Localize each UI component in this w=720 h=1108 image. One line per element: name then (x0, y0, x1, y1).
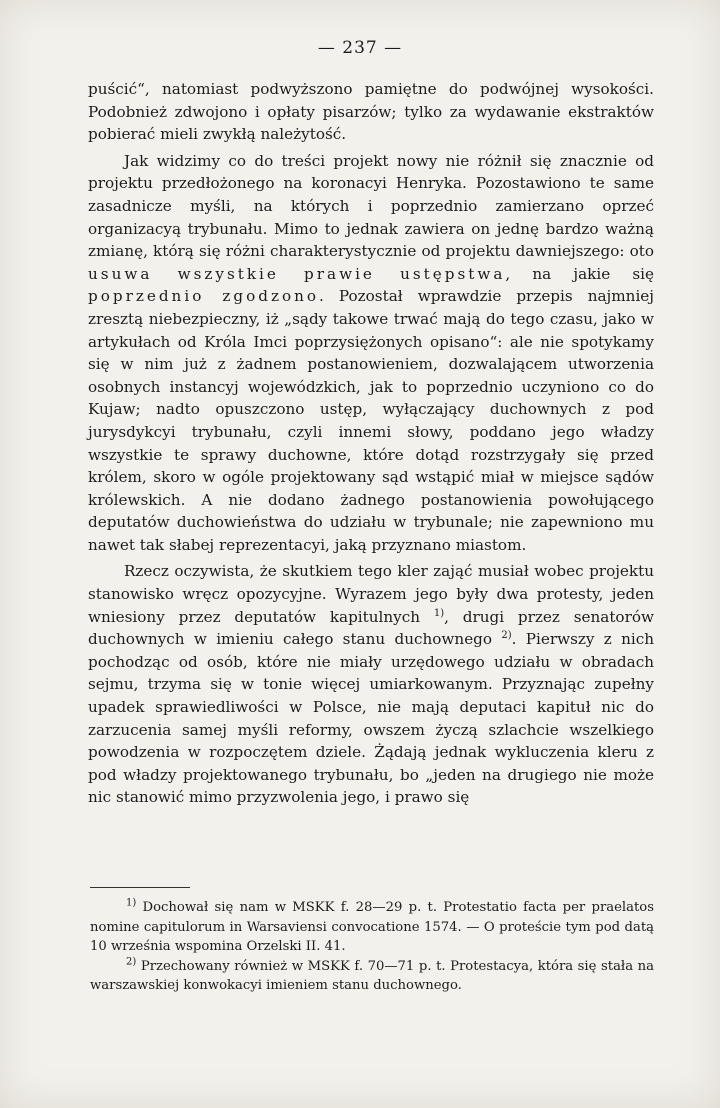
text-run: Przechowany również w MSKK f. 70—71 p. t. Protestacya, która się stała na warszawskiej konwokacyi imieniem stanu duchownego. (90, 958, 654, 993)
paragraph (88, 560, 654, 809)
paragraph (88, 78, 654, 146)
footnote-marker: 1) (126, 897, 137, 909)
footnote (90, 898, 654, 957)
text-run: Rzecz oczywista, że skutkiem tego kler zająć musiał wobec projektu stanowisko wręcz opozycyjne. Wyrazem jego były dwa protesty, jeden wniesiony przez deputatów kapitulnych (88, 562, 654, 626)
page-number: — 237 — (317, 38, 403, 58)
footnote-marker: 2) (126, 956, 137, 968)
text-run: . Pozostał wprawdzie przepis najmniej zresztą niebezpieczny, iż „sądy takowe trwać mają do tego czasu, jako w artykułach od Króla Imci poprzysiężonych opisano“: ale nie spotykamy się w nim już z żadnem postanowieniem, dozwalającem utworzenia osobnych instancyj wojewódzkich, jak to poprzednio uczyniono co do Kujaw; nadto opuszczono ustęp, wyłączający duchownych z pod jurysdykcyi trybunału, czyli innemi słowy, poddano jego władzy wszystkie te sprawy duchowne, które dotąd rozstrzygały się przed królem, skoro w ogóle projektowany sąd wstąpić miał w miejsce sądów królewskich. A nie dodano żadnego postanowienia powołującego deputatów duchowieństwa do udziału w trybunale; nie zapewniono mu nawet tak słabej reprezentacyi, jaką przyznano miastom. (88, 287, 654, 554)
text-run: , na jakie się (505, 264, 654, 283)
footnote-marker: 2) (501, 630, 512, 642)
footnote (90, 957, 654, 996)
text-run: Jak widzimy co do treści projekt nowy nie różnił się znacznie od projektu przedłożonego na koronacyi Henryka. Pozostawiono te same zasadnicze myśli, na których i poprzednio zamierzano oprzeć organizacyą trybunału. Mimo to jednak zawiera on jednę bardzo ważną zmianę, którą się różni charakterystycznie od projektu dawniejszego: oto (88, 151, 654, 261)
text-run: . Pierwszy z nich pochodząc od osób, które nie miały urzędowego udziału w obradach sejmu, trzyma się w tonie więcej umiarkowanym. Przyznając zupełny upadek sprawiedliwości w Polsce, nie mają deputaci kapituł nic do zarzucenia samej myśli reformy, owszem życzą szlachcie wszelkiego powodzenia w rozpoczętem dziele. Żądają jednak wykluczenia kleru z pod władzy projektowanego trybunału, bo „jeden na drugiego nie może nic stanowić mimo przyzwolenia jego, i prawo się (88, 630, 654, 807)
emphasized-text: poprzednio zgodzono (88, 287, 320, 306)
text-run: , drugi przez senatorów duchownych w imieniu całego stanu duchownego (88, 607, 654, 649)
main-text (88, 78, 654, 809)
footnote-divider (90, 887, 190, 888)
emphasized-text: usuwa wszystkie prawie ustępstwa (88, 264, 506, 283)
text-run: puścić“, natomiast podwyższono pamiętne do podwójnej wysokości. Podobnież zdwojono i opłaty pisarzów; tylko za wydawanie ekstraktów pobierać mieli zwykłą należytość. (88, 80, 654, 144)
footnote-marker: 1) (433, 607, 445, 619)
footnotes (90, 898, 654, 996)
paragraph (88, 150, 654, 557)
text-run: Dochował się nam w MSKK f. 28—29 p. t. Protestatio facta per praelatos nomine capitulorum in Warsaviensi convocatione 1574. — O proteście tym pod datą 10 września wspomina Orzelski II. 41. (90, 900, 654, 954)
